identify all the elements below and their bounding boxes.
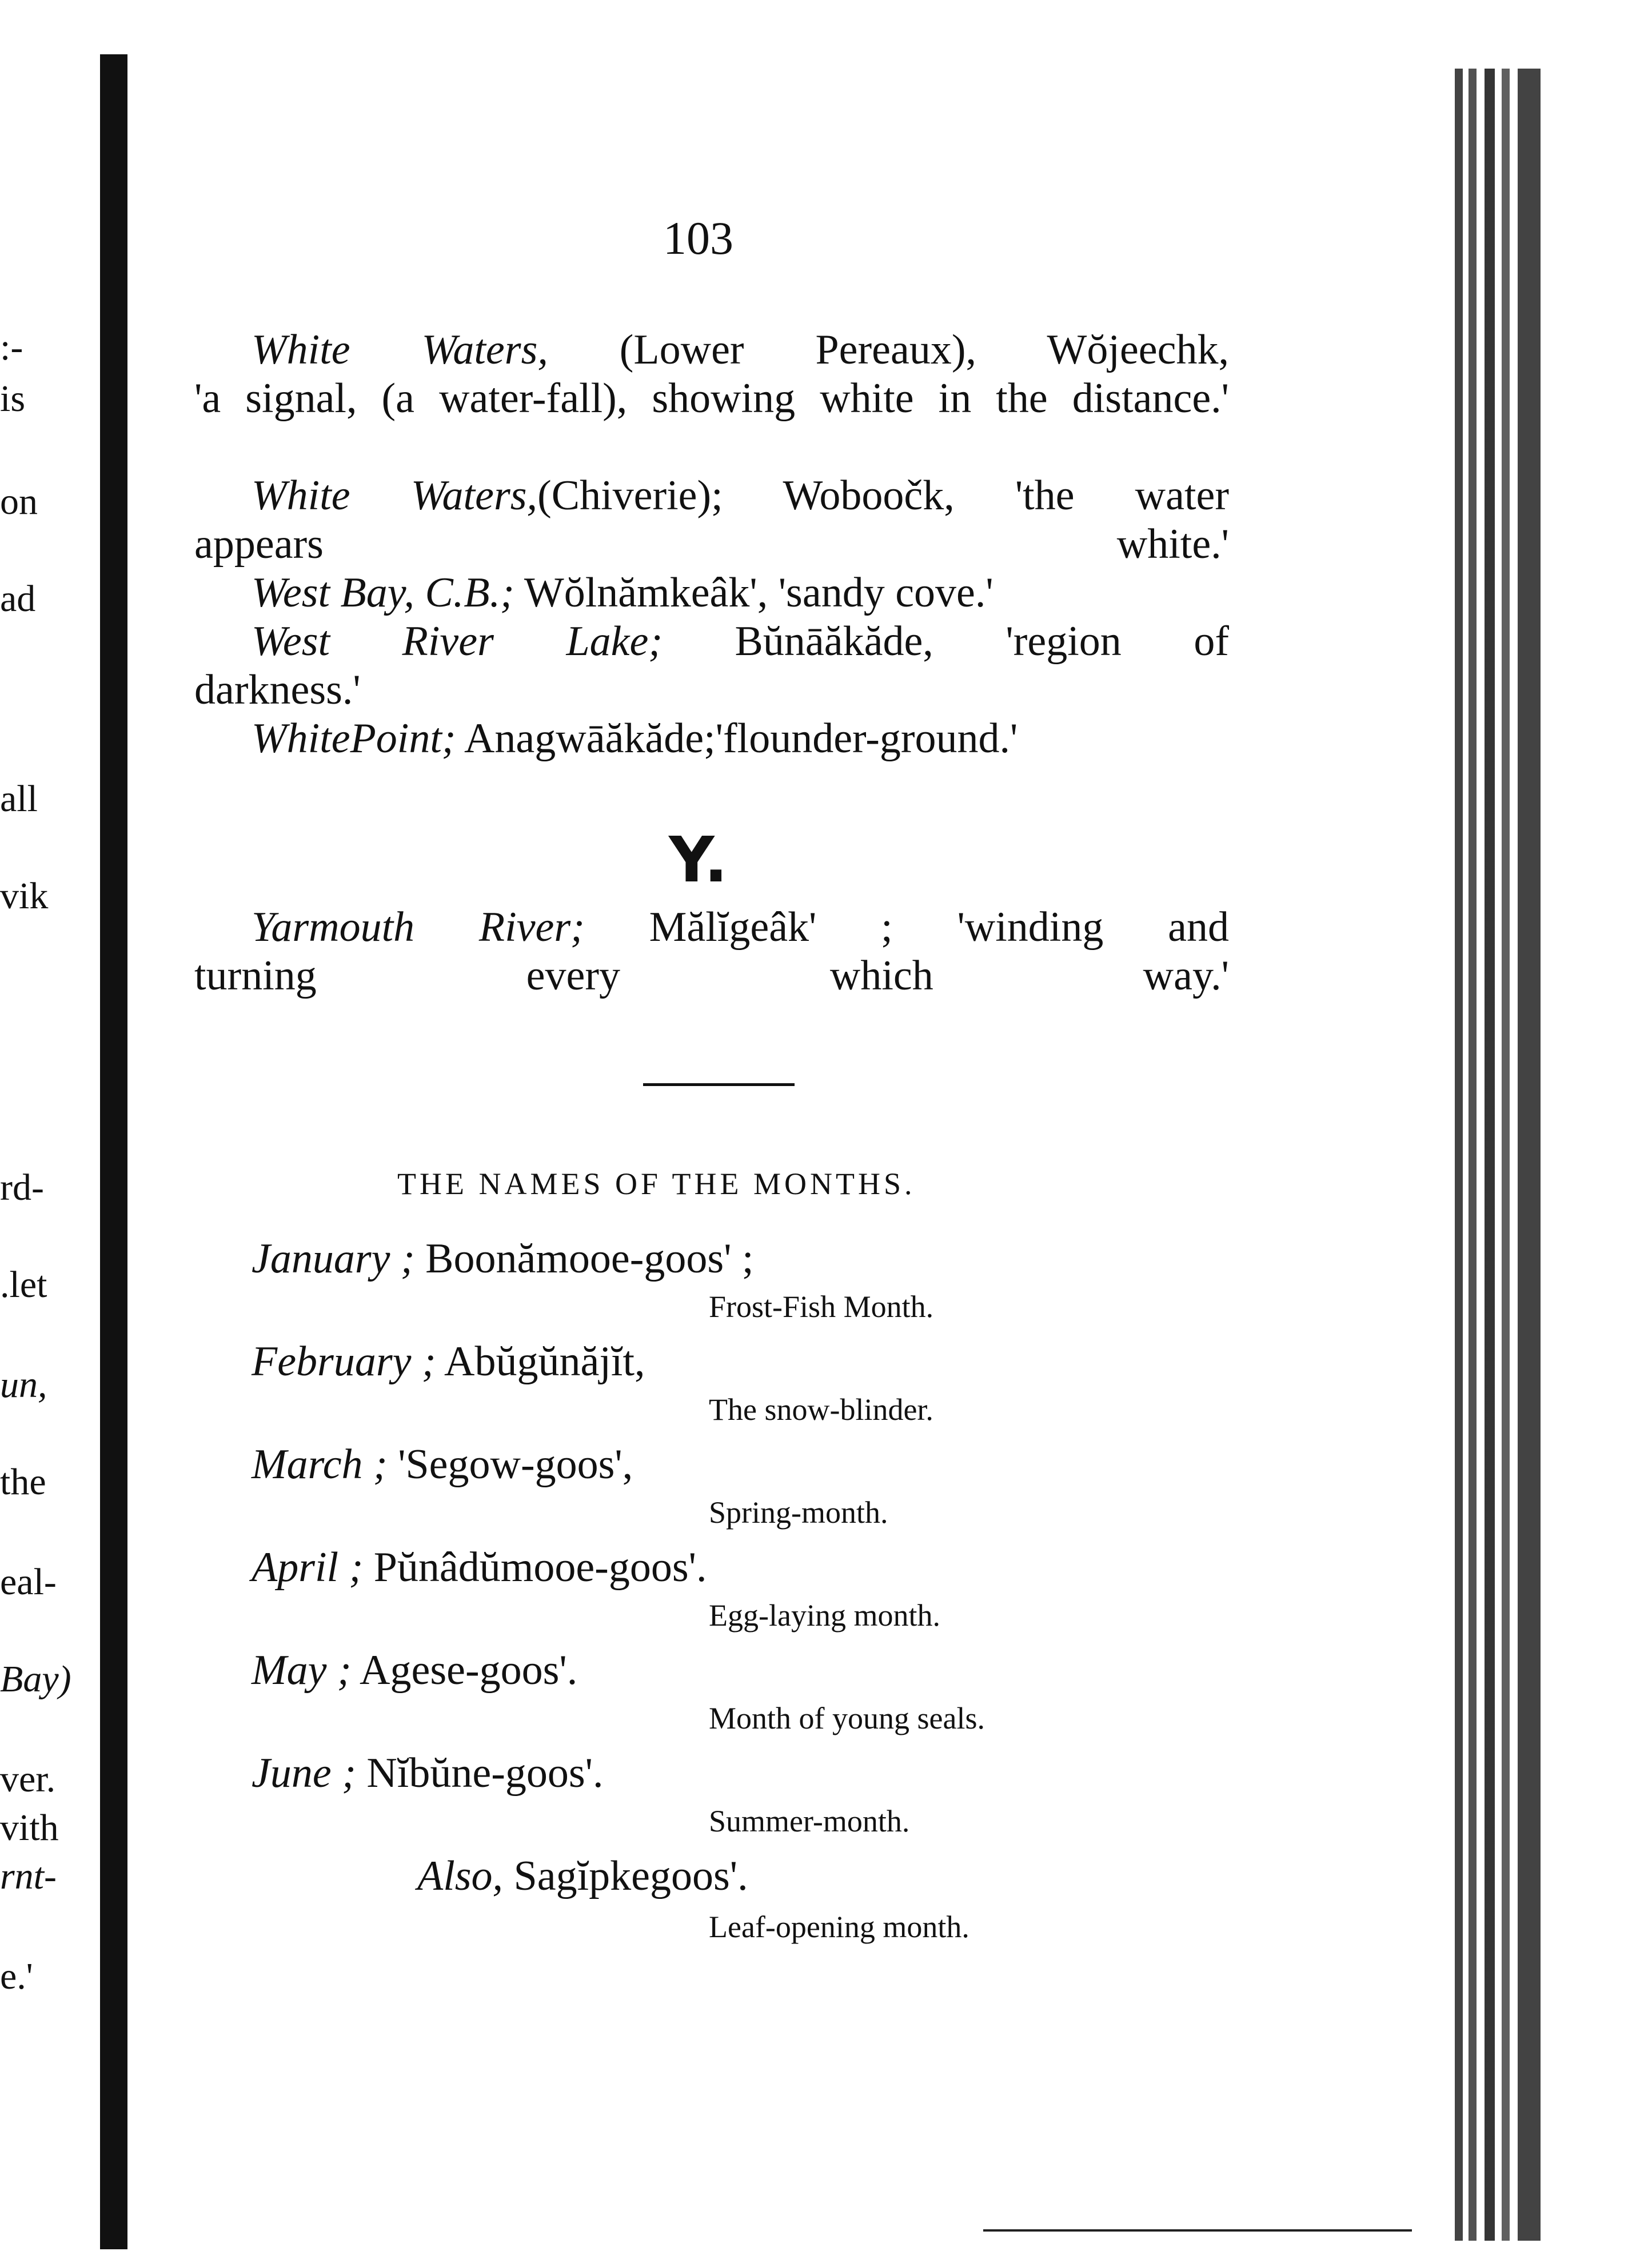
prev-page-fragment: :- (0, 326, 23, 368)
place-name: West River Lake; (252, 618, 663, 665)
entry-continuation: appears white.' (194, 521, 1229, 568)
month-english: April ; (252, 1544, 364, 1591)
entry-white-point (194, 715, 1229, 763)
prev-page-fragment: Bay) (0, 1658, 71, 1700)
bottom-edge-rule (983, 2229, 1412, 2232)
prev-page-fragment: rnt- (0, 1855, 57, 1897)
month-april (252, 1543, 707, 1592)
month-english: June ; (252, 1750, 356, 1797)
entry-text: Bŭnāăkăde, 'region of (662, 618, 1229, 665)
entry-continuation: turning every which way.' (194, 952, 1229, 999)
prev-page-fragment: e.' (0, 1955, 33, 1997)
entry-text: (Chiverie); Woboočk, 'the water (537, 472, 1229, 519)
prev-page-fragment: vik (0, 875, 49, 917)
prev-page-fragment: the (0, 1461, 46, 1503)
month-gloss: Summer-month. (709, 1804, 910, 1838)
place-name: Yarmouth River; (252, 904, 585, 951)
entry-text: (Lower Pereaux), Wŏjeechk, (548, 326, 1229, 373)
place-name: White Waters, (252, 472, 538, 519)
month-english: March ; (252, 1441, 388, 1488)
month-also (417, 1852, 748, 1901)
prev-page-fragment: un, (0, 1364, 47, 1406)
entry-yarmouth-river (194, 903, 1229, 1000)
prev-page-fragment: eal- (0, 1561, 57, 1603)
month-february (252, 1338, 645, 1386)
prev-page-fragment: ad (0, 578, 36, 620)
binding-shadow (100, 54, 127, 2249)
entry-west-bay (194, 569, 1229, 617)
prev-page-fragment: on (0, 481, 38, 522)
months-heading: THE NAMES OF THE MONTHS. (397, 1167, 916, 1201)
entry-continuation: darkness.' (194, 666, 361, 713)
prev-page-fragment: is (0, 378, 26, 420)
entry-white-waters-chiverie (194, 472, 1229, 569)
entry-continuation: 'a signal, (a water-fall), showing white in the distance.' (194, 375, 1229, 422)
month-english: Also, (417, 1853, 504, 1899)
month-micmac: Sagĭpkegoos'. (503, 1853, 748, 1899)
prev-page-fragment: ver. (0, 1758, 56, 1800)
month-micmac: Boonămooe-goos' ; (414, 1235, 754, 1282)
month-may (252, 1646, 577, 1695)
entry-text: Anagwāăkăde;'flounder-ground.' (456, 715, 1018, 762)
month-june (252, 1749, 603, 1798)
month-gloss: Spring-month. (709, 1495, 888, 1530)
month-gloss: Egg-laying month. (709, 1598, 940, 1633)
month-micmac: Abŭgŭnăjĭt, (436, 1338, 645, 1385)
month-micmac: 'Segow-goos', (387, 1441, 633, 1488)
month-march (252, 1440, 633, 1489)
prev-page-fragment: .let (0, 1264, 47, 1306)
section-divider (643, 1083, 795, 1086)
month-english: May ; (252, 1647, 352, 1694)
entry-text: Wŏlnămkeâk', 'sandy cove.' (514, 569, 993, 616)
month-gloss: Month of young seals. (709, 1701, 985, 1735)
month-micmac: Nĭbŭne-goos'. (356, 1750, 604, 1797)
prev-page-fragment: rd- (0, 1167, 44, 1208)
place-name: WhitePoint; (252, 715, 456, 762)
prev-page-fragment: all (0, 778, 38, 820)
prev-page-fragment: vith (0, 1807, 59, 1849)
month-english: February ; (252, 1338, 436, 1385)
place-name: White Waters, (252, 326, 548, 373)
entry-white-waters-lower-pereaux (194, 326, 1229, 423)
letter-heading: Y. (669, 823, 728, 896)
month-gloss: The snow-blinder. (709, 1392, 933, 1427)
month-gloss: Frost-Fish Month. (709, 1290, 934, 1324)
entry-west-river-lake (194, 617, 1229, 715)
month-gloss: Leaf-opening month. (709, 1910, 969, 1944)
place-name: West Bay, C.B.; (252, 569, 514, 616)
page-number: 103 (663, 212, 733, 264)
month-january (252, 1235, 754, 1283)
month-micmac: Agese-goos'. (351, 1647, 578, 1694)
entry-text: Mălĭgeâk' ; 'winding and (584, 904, 1229, 951)
page-edge-strip (1455, 69, 1541, 2241)
month-english: January ; (252, 1235, 415, 1282)
month-micmac: Pŭnâdŭmooe-goos'. (363, 1544, 707, 1591)
